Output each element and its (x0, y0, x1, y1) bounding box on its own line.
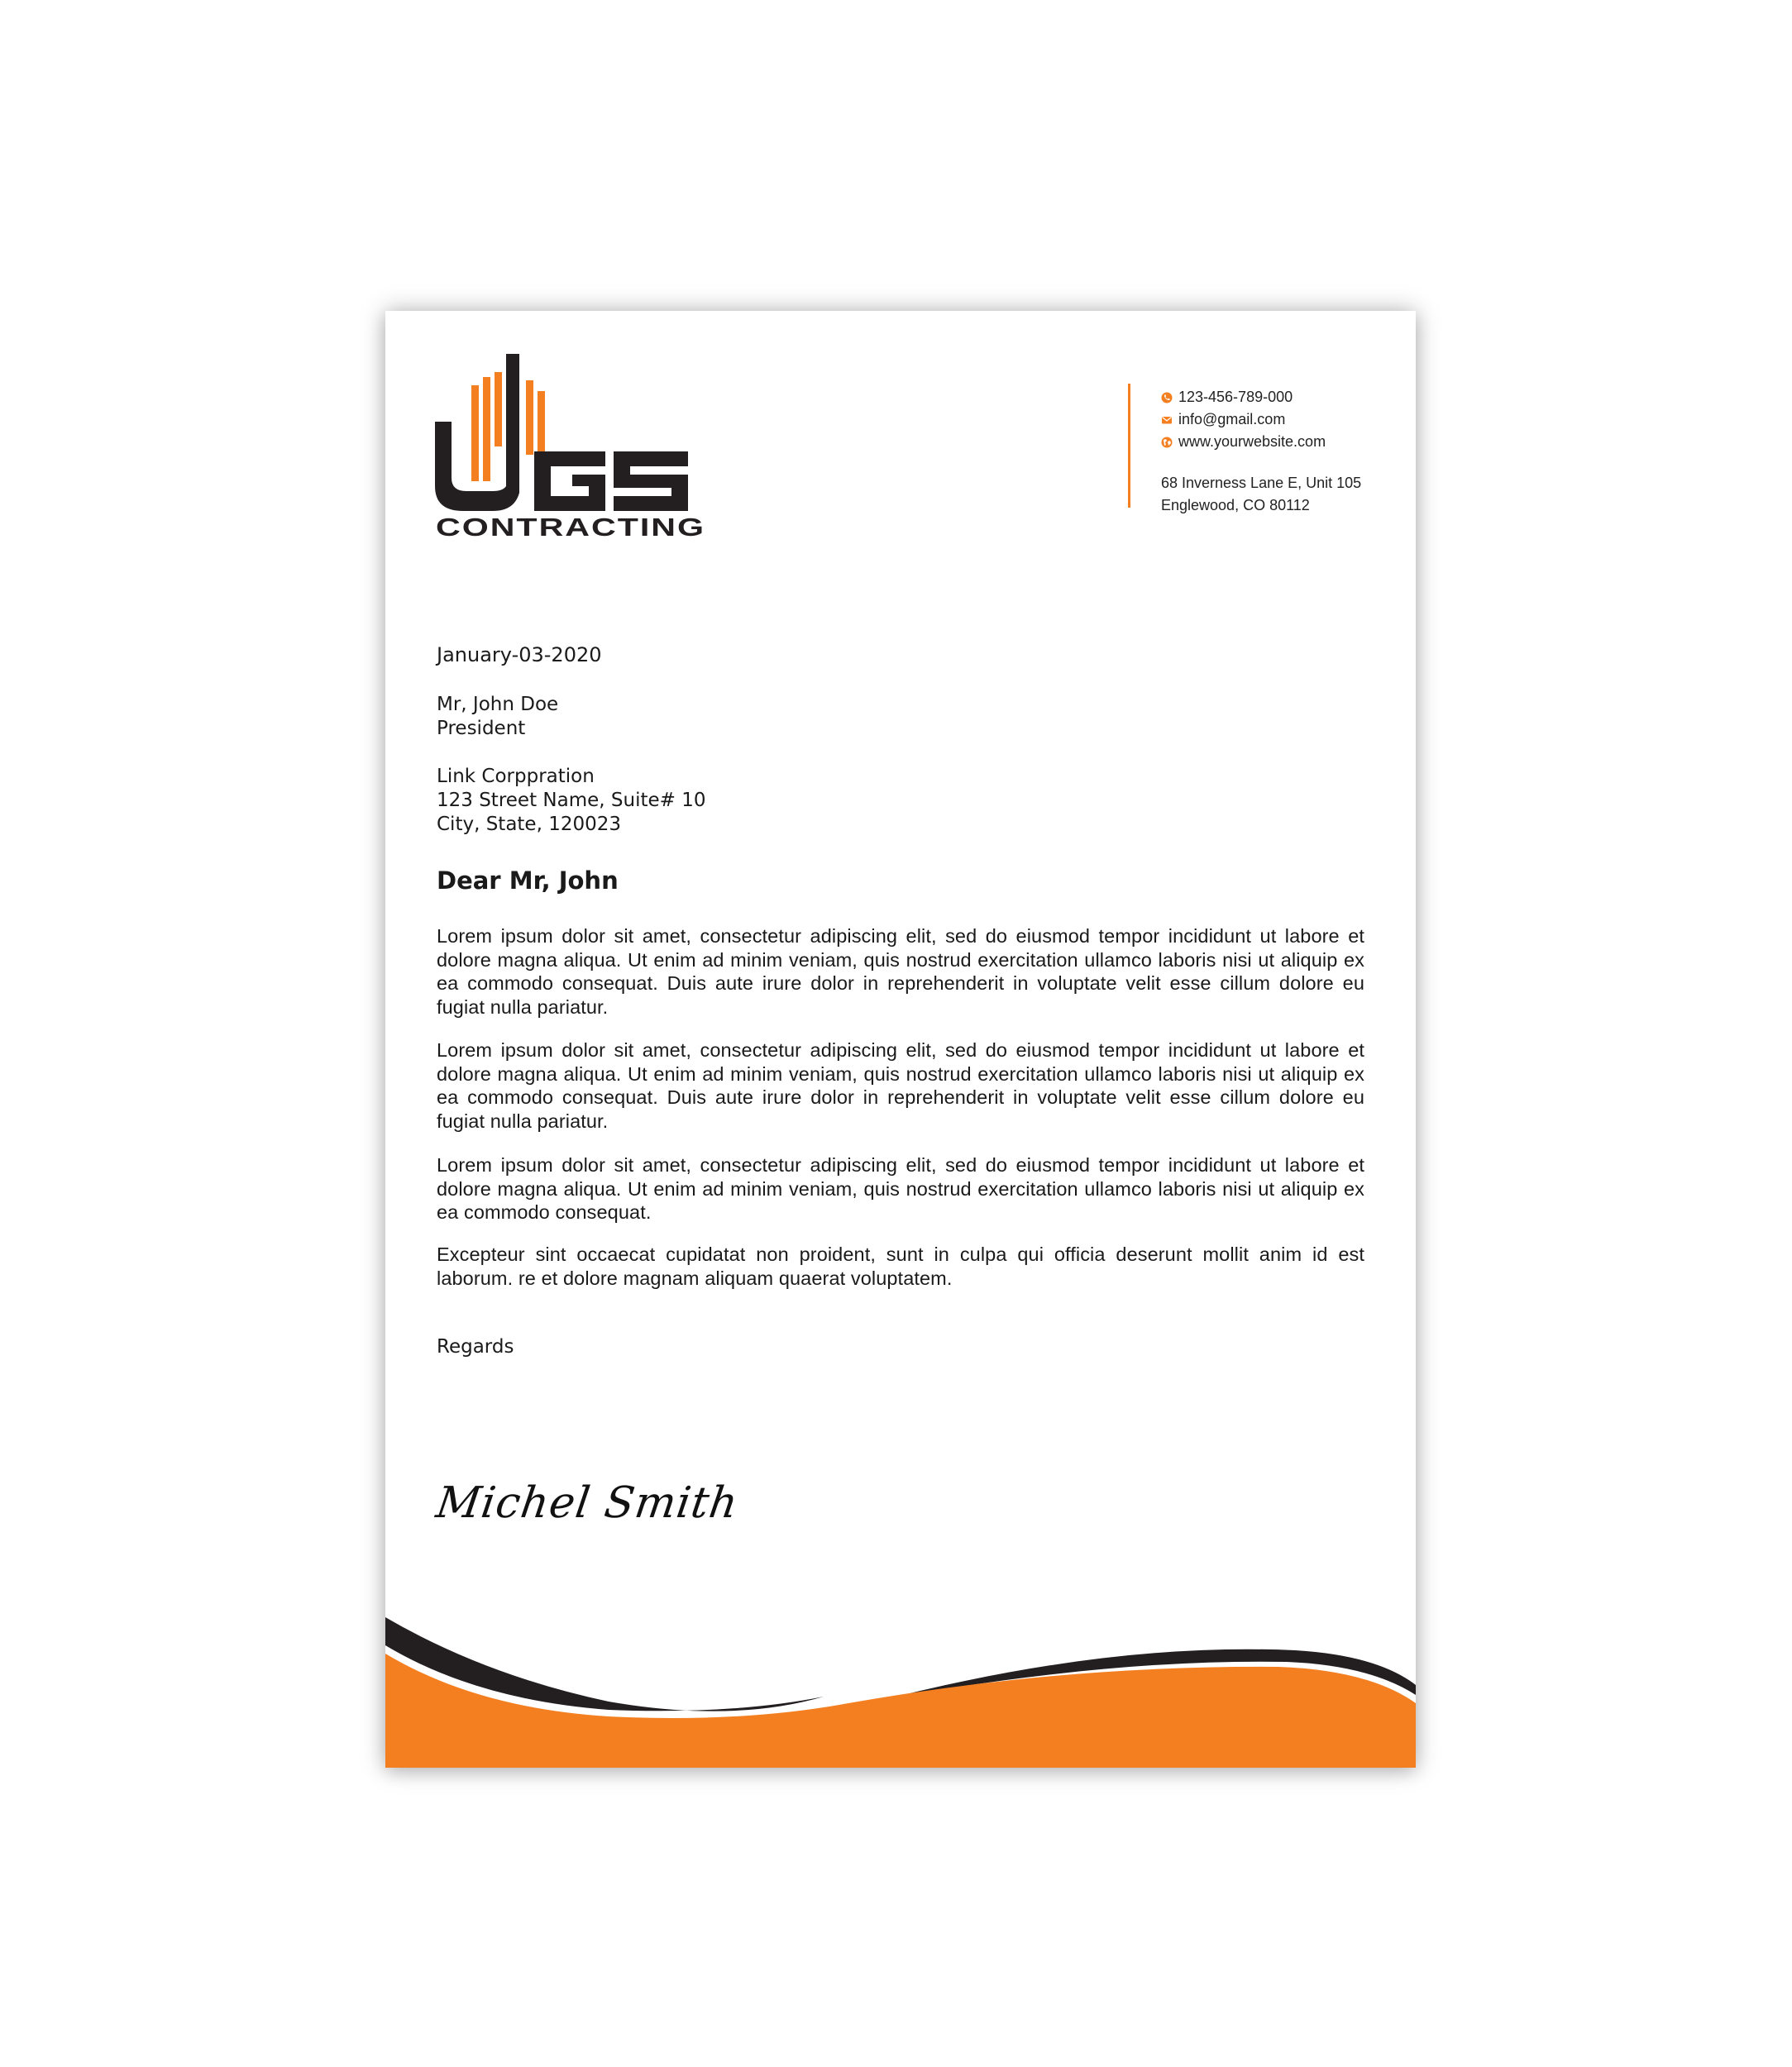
salutation: Dear Mr, John (437, 866, 619, 895)
address-line-1: 68 Inverness Lane E, Unit 105 (1161, 475, 1362, 491)
paragraph-text: Lorem ipsum dolor sit amet, consectetur adipiscing elit, sed do eiusmod tempor incididunt ut labore et dolore magna aliqua. Ut enim ad minim veniam, quis nostrud exercitation ullamco laboris nisi ut aliquip ex ea commodo consequat. Duis aute irure dolor in reprehenderit in voluptate velit esse cillum dolore eu fugiat nulla pariatur. (437, 925, 1364, 1018)
recipient-title: President (437, 718, 526, 739)
footer-wave (385, 1617, 1416, 1768)
address-line-2: Englewood, CO 80112 (1161, 497, 1310, 513)
body-paragraph-1 (437, 925, 1364, 1019)
ugs-contracting-logo (435, 354, 708, 537)
body-paragraph-3 (437, 1154, 1364, 1225)
recipient-company: Link Corppration (437, 766, 595, 787)
letter-date: January-03-2020 (437, 643, 602, 666)
email-text: info@gmail.com (1178, 411, 1286, 427)
closing: Regards (437, 1336, 514, 1358)
globe-icon (1161, 437, 1173, 448)
phone-icon (1161, 392, 1173, 403)
recipient-name: Mr, John Doe (437, 694, 559, 715)
letterhead-page (385, 311, 1416, 1768)
recipient-street: 123 Street Name, Suite# 10 (437, 790, 706, 811)
paragraph-text: Lorem ipsum dolor sit amet, consectetur adipiscing elit, sed do eiusmod tempor incididunt ut labore et dolore magna aliqua. Ut enim ad minim veniam, quis nostrud exercitation ullamco laboris nisi ut aliquip ex ea commodo consequat. Duis aute irure dolor in reprehenderit in voluptate velit esse cillum dolore eu fugiat nulla pariatur. (437, 1039, 1364, 1132)
body-paragraph-4 (437, 1244, 1364, 1291)
contact-divider (1128, 384, 1130, 508)
contact-website (1161, 433, 1326, 451)
website-text: www.yourwebsite.com (1178, 433, 1326, 450)
contact-block (1128, 384, 1393, 513)
envelope-icon (1161, 414, 1173, 426)
phone-text: 123-456-789-000 (1178, 389, 1293, 405)
body-paragraph-2 (437, 1039, 1364, 1134)
signature: Michel Smith (432, 1478, 742, 1528)
paragraph-text: Excepteur sint occaecat cupidatat non proident, sunt in culpa qui officia deserunt mollit anim id est laborum. re et dolore magnam aliquam quaerat voluptatem. (437, 1244, 1364, 1289)
logo-tagline: CONTRACTING (436, 513, 705, 537)
paragraph-text: Lorem ipsum dolor sit amet, consectetur adipiscing elit, sed do eiusmod tempor incididunt ut labore et dolore magna aliqua. Ut enim ad minim veniam, quis nostrud exercitation ullamco laboris nisi ut aliquip ex ea commodo consequat. (437, 1154, 1364, 1223)
recipient-city: City, State, 120023 (437, 814, 622, 835)
contact-phone (1161, 389, 1293, 406)
contact-email (1161, 411, 1285, 428)
